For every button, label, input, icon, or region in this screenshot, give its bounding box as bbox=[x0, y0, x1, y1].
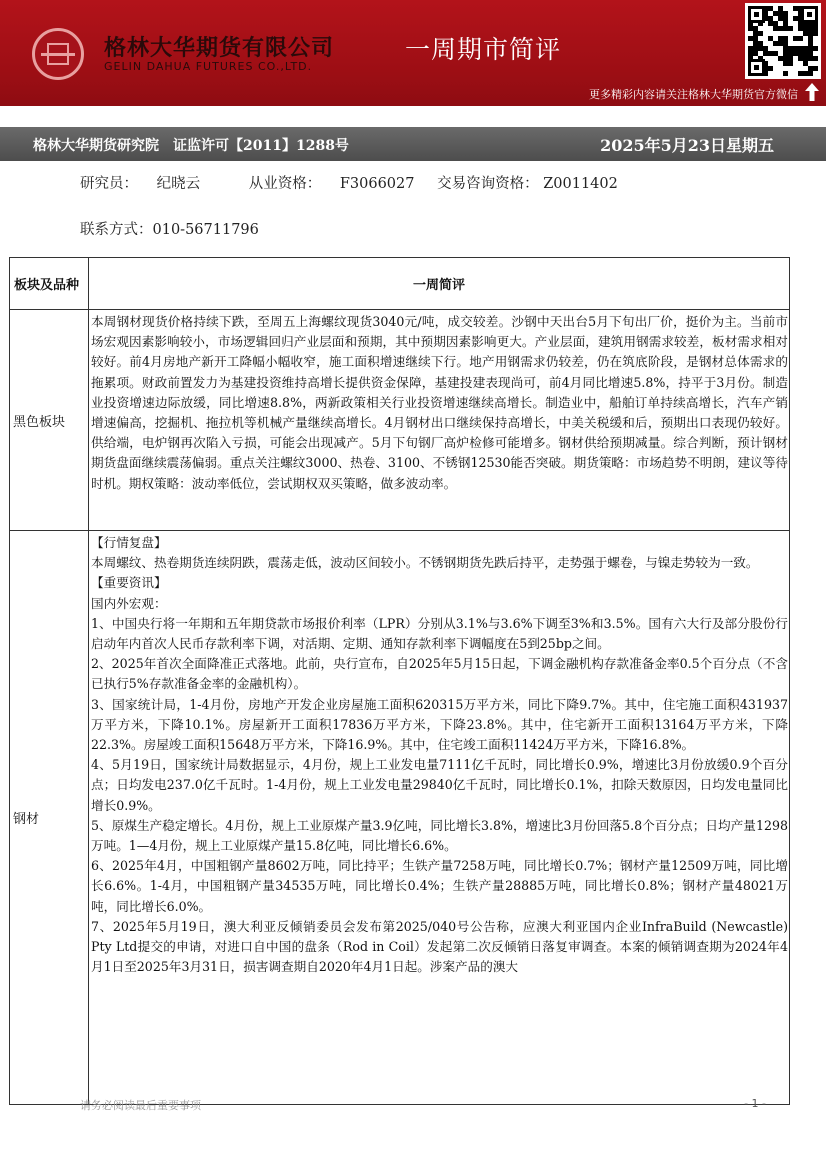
company-logo bbox=[32, 28, 84, 80]
review-content bbox=[89, 531, 790, 1105]
analyst-info bbox=[80, 172, 618, 193]
advisory-label: 交易咨询资格： bbox=[437, 176, 539, 192]
qr-code-icon bbox=[745, 3, 821, 79]
review-content bbox=[89, 310, 790, 531]
header-category: 板块及品种 bbox=[10, 258, 89, 310]
paragraph: 4、5月19日，国家统计局数据显示，4月份，规上工业发电量7111亿千瓦时，同比增长0.9%，增速比3月份放缓0.9个百分点；日均发电237.0亿千瓦时。1-4月份，规上工业发电量29840亿千瓦时，同比增长0.1%，扣除天数原因，日均发电量同比增长0.9%。 bbox=[91, 757, 788, 813]
qualification-number: F3066027 bbox=[339, 176, 415, 192]
advisory-number: Z0011402 bbox=[543, 176, 618, 192]
table-row bbox=[10, 531, 790, 1105]
review-table bbox=[9, 257, 790, 1105]
contact-number: 010-56711796 bbox=[152, 222, 259, 238]
category-cell: 黑色板块 bbox=[10, 310, 89, 531]
table-row bbox=[10, 310, 790, 531]
section-heading: 【行情复盘】 bbox=[91, 535, 167, 550]
paragraph: 5、原煤生产稳定增长。4月份，规上工业原煤产量3.9亿吨，同比增长3.8%，增速比3月份回落5.8个百分点；日均产量1298万吨。1—4月份，规上工业原煤产量15.8亿吨，同比增长6.6%。 bbox=[91, 817, 788, 854]
paragraph: 1、中国央行将一年期和五年期贷款市场报价利率（LPR）分别从3.1%与3.6%下调至3%和3.5%。国有六大行及部分股份行启动年内首次人民币存款利率下调，对活期、定期、通知存款利率下调幅度在5到25bp之间。 bbox=[91, 615, 788, 652]
page-number: - 1 - bbox=[744, 1097, 766, 1110]
company-name-cn: 格林大华期货有限公司 bbox=[104, 36, 335, 61]
researcher-name: 纪晓云 bbox=[156, 176, 201, 192]
section-heading: 【重要资讯】 bbox=[91, 575, 167, 591]
institute-license: 格林大华期货研究院 证监许可【2011】1288号 bbox=[33, 138, 349, 154]
paragraph: 3、国家统计局，1-4月份，房地产开发企业房屋施工面积620315万平方米，同比下降9.7%。其中，住宅施工面积431937万平方米，下降10.1%。房屋新开工面积17836万平方米，下降23.8%。其中，住宅新开工面积13164万平方米，下降22.3%。房屋竣工面积15648万平方米，下降16.9%。其中，住宅竣工面积11424万平方米，下降16.8%。 bbox=[91, 696, 788, 753]
paragraph: 本周螺纹、热卷期货连续阴跌，震荡走低，波动区间较小。不锈钢期货先跌后持平，走势强于螺卷，与镍走势较为一致。 bbox=[91, 555, 759, 571]
header-banner bbox=[0, 0, 826, 106]
paragraph: 国内外宏观： bbox=[91, 595, 167, 611]
qualification-label: 从业资格： bbox=[248, 176, 322, 192]
report-title: 一周期市简评 bbox=[405, 35, 562, 64]
contact-info bbox=[80, 218, 259, 239]
researcher-label: 研究员： bbox=[80, 176, 138, 192]
paragraph: 2、2025年首次全面降准正式落地。此前，央行宣布，自2025年5月15日起，下调金融机构存款准备金率0.5个百分点（不含已执行5%存款准备金率的金融机构）。 bbox=[91, 656, 788, 692]
contact-label: 联系方式： bbox=[80, 222, 153, 238]
arrow-up-icon bbox=[804, 82, 820, 102]
paragraph: 6、2025年4月，中国粗钢产量8602万吨，同比持平；生铁产量7258万吨，同比增长0.7%；钢材产量12509万吨，同比增长6.6%。1-4月，中国粗钢产量34535万吨，同比增长0.4%；生铁产量28885万吨，同比增长0.8%；钢材产量48021万吨，同比增长6.0%。 bbox=[91, 858, 788, 914]
header-review: 一周简评 bbox=[89, 258, 790, 310]
paragraph: 7、2025年5月19日，澳大利亚反倾销委员会发布第2025/040号公告称，应澳大利亚国内企业InfraBuild (Newcastle) Pty Ltd提交的申请，对进口自中国的盘条（Rod in Coil）发起第二次反倾销日落复审调查。本案的倾销调查期为2024年4月1日至2025年3月31日，损害调查期自2020年4月1日起。涉案产品的澳大 bbox=[91, 918, 788, 975]
category-cell: 钢材 bbox=[10, 531, 89, 1105]
follow-wechat-text: 更多精彩内容请关注格林大华期货官方微信 bbox=[589, 88, 798, 101]
footer-notice: 请务必阅读最后重要事项 bbox=[80, 1099, 201, 1112]
paragraph: 本周钢材现货价格持续下跌，至周五上海螺纹现货3040元/吨，成交较差。沙钢中天出台5月下旬出厂价，挺价为主。当前市场宏观因素影响较小，市场逻辑回归产业层面和预期，其中预期因素影响更大。产业层面，建筑用钢需求较差，板材需求相对较好。前4月房地产新开工降幅小幅收窄，施工面积增速继续下行。地产用钢需求仍较差，仍在筑底阶段，是钢材总体需求的拖累项。财政前置发力为基建投资维持高增长提供资金保障，基建投建表现尚可，前4月同比增速5.8%，持平于3月份。制造业投资增速边际放缓，同比增速8.8%，两新政策相关行业投资增速继续高增长。制造业中，船舶订单持续高增长，汽车产销增速偏高，挖掘机、拖拉机等机械产量继续高增长。4月钢材出口继续保持高增长，中美关税缓和后，预期出口表现仍较好。供给端，电炉钢再次陷入亏损，可能会出现减产。5月下旬钢厂高炉检修可能增多。钢材供给预期减量。综合判断，预计钢材期货盘面继续震荡偏弱。重点关注螺纹3000、热卷、3100、不锈钢12530能否突破。期货策略：市场趋势不明朗，建议等待时机。期权策略：波动率低位，尝试期权双买策略，做多波动率。 bbox=[91, 314, 788, 491]
report-date: 2025年5月23日星期五 bbox=[600, 136, 774, 155]
company-name-en: GELIN DAHUA FUTURES CO.,LTD. bbox=[104, 60, 313, 73]
